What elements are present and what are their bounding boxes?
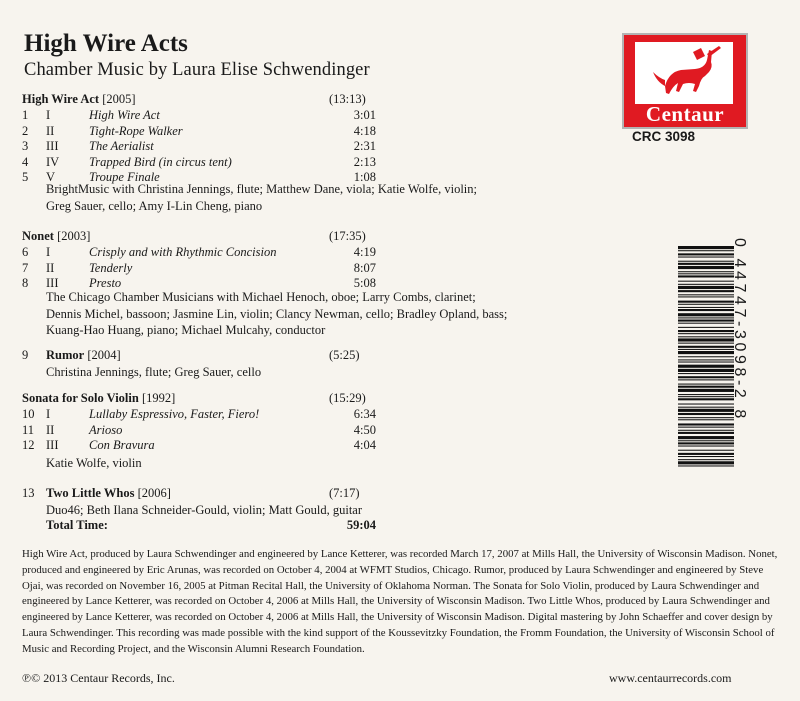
track-number: 4: [22, 154, 29, 169]
barcode-bar: [678, 284, 734, 285]
track-title: Presto: [89, 276, 122, 290]
track-number: 12: [22, 438, 35, 452]
barcode-bar: [678, 266, 734, 269]
movement-numeral: I: [46, 108, 51, 122]
movement-numeral: II: [46, 123, 55, 138]
track-time: 3:01: [353, 108, 376, 122]
barcode-bar: [678, 313, 734, 316]
barcode-bar: [678, 423, 734, 425]
section-duration: (15:29): [329, 391, 366, 405]
track-number: 8: [22, 276, 29, 290]
barcode-bar: [678, 413, 734, 415]
track-title: Troupe Finale: [89, 170, 160, 184]
barcode-bar: [678, 430, 734, 431]
barcode-bar: [678, 327, 734, 328]
barcode-bar: [678, 419, 734, 420]
total-time-value: 59:04: [346, 518, 376, 532]
track-number: 13: [22, 486, 35, 500]
barcode-bar: [678, 281, 734, 282]
recording-credits: High Wire Act, produced by Laura Schwendinger and engineered by Lance Ketterer, was recorded March 17, 2007 at Mills Hall, the University of Wisconsin Madison. Nonet, produced and engineered by Eric Arunas, was recorded on October 4, 2004 at WFMT Studios, Chicago. Rumor, produced by Laura Schwendinger and engineered by Steve Ojai, was recorded on November 16, 2005 at Pitman Recital Hall, the University of Oklahoma Norman. The Sonata for Solo Violin, produced by Laura Schwendinger and engineered by Lance Ketterer, was recorded on October 4, 2006 at Mills Hall, the University of Wisconsin Madison. Two Little Whos, produced by Laura Schwendinger and engineered by Lance Ketterer, was recorded on October 4, 2006 at Mills Hall, the University of Wisconsin Madison. Digital mastering by John Schaeffer and cover design by Laura Schwendinger. This recording was made possible with the kind support of the Koussevitzky Foundation, the Fromm Foundation, the University of Wisconsin School of Music and Recording Project, and the Wisconsin Alumni Research Foundation.: [22, 548, 778, 655]
barcode-bar: [678, 384, 734, 385]
barcode-bar: [678, 365, 734, 368]
barcode-bar: [678, 369, 734, 372]
centaur-emblem-icon: [635, 42, 733, 104]
track-time: 4:50: [353, 422, 376, 437]
barcode-bar: [678, 440, 734, 441]
track-number: 11: [22, 422, 35, 437]
barcode-bar: [678, 263, 734, 265]
track-time: 4:18: [353, 123, 376, 138]
copyright: ℗© 2013 Centaur Records, Inc.: [22, 671, 175, 685]
barcode-bar: [678, 250, 734, 251]
track-number: 9: [22, 348, 29, 362]
barcode-bar: [678, 407, 734, 408]
barcode-bar: [678, 398, 734, 400]
section-heading: [22, 92, 136, 107]
section-title: High Wire Act: [22, 92, 100, 106]
track-title: Arioso: [89, 422, 123, 437]
track-time: 1:08: [353, 170, 376, 184]
section-duration: (17:35): [329, 229, 366, 243]
barcode-bar: [678, 275, 734, 277]
track-number: 1: [22, 108, 29, 122]
track-time: 2:13: [353, 154, 376, 169]
section-heading: [22, 486, 171, 501]
barcode-bar: [678, 456, 734, 457]
track-number: 10: [22, 407, 35, 421]
barcode-bar: [678, 362, 734, 363]
movement-numeral: V: [46, 170, 56, 184]
website-link[interactable]: www.centaurrecords.com: [609, 671, 732, 685]
barcode-bar: [678, 404, 734, 405]
section-title: Sonata for Solo Violin: [22, 391, 139, 405]
barcode-bar: [678, 257, 734, 258]
barcode-bar: [678, 359, 734, 360]
performers: Katie Wolfe, violin: [46, 456, 142, 470]
barcode-bar: [678, 409, 734, 412]
performers: BrightMusic with Christina Jennings, flute; Matthew Dane, viola; Katie Wolfe, violin;: [46, 182, 477, 196]
catalog-number: CRC 3098: [632, 129, 696, 144]
barcode-bar: [678, 330, 734, 332]
performers: Kuang-Hao Huang, piano; Michael Mulcahy, conductor: [46, 323, 326, 337]
movement-numeral: I: [46, 245, 51, 259]
barcode-bar: [678, 386, 734, 388]
total-time-label: Total Time:: [46, 518, 108, 532]
movement-numeral: III: [46, 139, 59, 153]
track-time: 8:07: [353, 260, 376, 275]
barcode-bar: [678, 271, 734, 272]
section-heading: [22, 391, 175, 406]
track-title: Con Bravura: [89, 438, 155, 452]
centaur-logo-text: Centaur: [645, 102, 725, 126]
movement-numeral: II: [46, 260, 55, 275]
barcode-bar: [678, 346, 734, 348]
track-title: Trapped Bird (in circus tent): [89, 154, 232, 169]
track-title: Lullaby Espressivo, Faster, Fiero!: [89, 407, 260, 421]
barcode-bar: [678, 317, 734, 318]
movement-numeral: I: [46, 407, 51, 421]
album-subtitle: Chamber Music by Laura Elise Schwendinger: [24, 60, 370, 80]
barcode-bar: [678, 290, 734, 292]
movement-numeral: III: [46, 438, 59, 452]
track-time: 4:04: [353, 438, 376, 452]
barcode-bar: [678, 286, 734, 289]
track-title: Crisply and with Rhythmic Concision: [89, 245, 277, 259]
section-year: [2003]: [53, 229, 91, 243]
section-year: [2006]: [134, 486, 171, 500]
section-title: Rumor: [46, 348, 85, 362]
barcode-bar: [678, 309, 734, 311]
barcode-bar: [678, 253, 734, 255]
barcode-bar: [678, 427, 734, 428]
performers: Christina Jennings, flute; Greg Sauer, cello: [46, 365, 262, 379]
barcode-bar: [678, 389, 734, 392]
barcode-bar: [678, 376, 734, 378]
track-title: Tenderly: [89, 260, 133, 275]
performers: Dennis Michel, bassoon; Jasmine Lin, violin; Clancy Newman, cello; Bradley Opland, bass;: [46, 306, 508, 321]
barcode-bar: [678, 338, 734, 341]
section-title: Two Little Whos: [46, 486, 135, 500]
track-time: 4:19: [353, 245, 376, 259]
barcode-bar: [678, 349, 734, 350]
section-duration: (5:25): [329, 348, 360, 362]
centaur-logo: [622, 33, 748, 129]
barcode-bar: [678, 465, 734, 466]
track-number: 5: [22, 170, 29, 184]
barcode-bar: [678, 432, 734, 434]
track-time: 6:34: [353, 407, 376, 421]
barcode-digits: 0 44747-3098-2 8: [731, 238, 748, 422]
barcode-bar: [678, 442, 734, 444]
barcode-bar: [678, 246, 734, 249]
track-time: 2:31: [353, 139, 376, 153]
track-title: High Wire Act: [89, 108, 160, 122]
track-number: 7: [22, 260, 29, 275]
barcode-bar: [678, 373, 734, 374]
barcode-bar: [678, 417, 734, 418]
barcode-bar: [678, 261, 734, 262]
section-heading: [22, 348, 121, 363]
performers: Greg Sauer, cello; Amy I-Lin Cheng, piano: [46, 198, 263, 213]
barcode-bar: [678, 304, 734, 305]
barcode-bar: [678, 459, 734, 460]
section-duration: (13:13): [329, 92, 366, 106]
section-year: [1992]: [138, 391, 176, 405]
section-duration: (7:17): [329, 486, 360, 500]
barcode-bar: [678, 351, 734, 354]
movement-numeral: III: [46, 276, 59, 290]
track-time: 5:08: [353, 276, 376, 290]
track-title: The Aerialist: [89, 139, 154, 153]
barcode-bar: [678, 453, 734, 455]
track-number: 2: [22, 123, 29, 138]
section-year: [2004]: [84, 348, 121, 362]
barcode-icon: [678, 246, 734, 468]
barcode-bar: [678, 461, 734, 464]
barcode-bar: [678, 307, 734, 308]
barcode-bar: [678, 343, 734, 344]
track-number: 6: [22, 245, 29, 259]
performers: Duo46; Beth Ilana Schneider-Gould, violin; Matt Gould, guitar: [46, 503, 363, 517]
barcode-bar: [678, 320, 734, 322]
section-year: [2005]: [99, 92, 136, 106]
barcode-bar: [678, 323, 734, 324]
track-title: Tight-Rope Walker: [89, 123, 183, 138]
barcode-bar: [678, 273, 734, 274]
barcode-bar: [678, 450, 734, 451]
section-heading: [22, 229, 90, 244]
barcode-bar: [678, 396, 734, 397]
album-title: High Wire Acts: [24, 30, 188, 57]
movement-numeral: II: [46, 422, 55, 437]
section-title: Nonet: [22, 229, 54, 243]
movement-numeral: IV: [46, 154, 60, 169]
barcode-bar: [678, 394, 734, 395]
performers: The Chicago Chamber Musicians with Michael Henoch, oboe; Larry Combs, clarinet;: [46, 290, 476, 304]
barcode-bar: [678, 379, 734, 380]
barcode-bar: [678, 436, 734, 439]
barcode-bar: [678, 336, 734, 337]
barcode-bar: [678, 296, 734, 297]
barcode-bar: [678, 356, 734, 357]
barcode-bar: [678, 333, 734, 334]
centaur-emblem-box: [634, 41, 734, 105]
barcode-bar: [678, 446, 734, 447]
barcode-bar: [678, 301, 734, 303]
barcode-bar: [678, 294, 734, 295]
track-number: 3: [22, 139, 29, 153]
